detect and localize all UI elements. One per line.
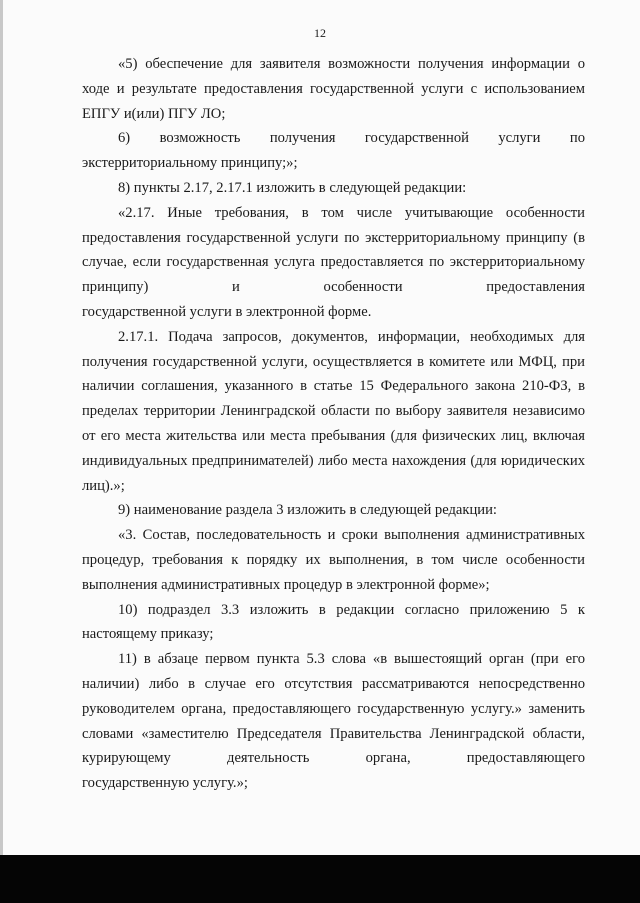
paragraph-clause-2-17-continuation: государственной услуги в электронной форме.	[82, 303, 372, 320]
page-left-edge	[0, 0, 3, 855]
paragraph-point-8: 8) пункты 2.17, 2.17.1 изложить в следующей редакции:	[118, 179, 467, 196]
paragraph-clause-2-17-1: 2.17.1. Подача запросов, документов, информации, необходимых для получения государственной услуги, осуществляется в комитете или МФЦ, при наличии соглашения, указанного в статье 15 Федерального закона 210-ФЗ, в пределах территории Ленинградской области по выбору заявителя независимо от его места жительства или места пребывания (для физических лиц, включая индивидуальных предпринимателей) либо места нахождения (для юридических лиц).»;	[82, 328, 585, 494]
paragraph-section-3-title: «3. Состав, последовательность и сроки выполнения административных процедур, требования к порядку их выполнения, в том числе особенности выполнения административных процедур в электронной форме»;	[82, 527, 585, 593]
paragraph-point-10: 10) подраздел 3.3 изложить в редакции согласно приложению 5 к настоящему приказу;	[82, 601, 585, 643]
page-number: 12	[314, 26, 326, 40]
paragraph-point-11: 11) в абзаце первом пункта 5.3 слова «в вышестоящий орган (при его наличии) либо в случае его отсутствия рассматриваются непосредственно руководителем органа, предоставляющего государственную услугу.» заменить словами «заместителю Председателя Правительства Ленинградской области, курирующему деятельность органа, предоставляющего	[82, 651, 585, 767]
paragraph-item-5: «5) обеспечение для заявителя возможности получения информации о ходе и результате предоставления государственной услуги с использованием ЕПГУ и(или) ПГУ ЛО;	[82, 56, 585, 122]
paragraph-clause-2-17: «2.17. Иные требования, в том числе учитывающие особенности предоставления государственной услуги по экстерриториальному принципу (в случае, если государственная услуга предоставляется по экстерриториальному принципу) и особенности предоставления	[82, 204, 585, 296]
document-body	[82, 52, 585, 796]
paragraph-point-9: 9) наименование раздела 3 изложить в следующей редакции:	[118, 502, 497, 519]
scan-bottom-border	[0, 855, 640, 903]
paragraph-item-6: 6) возможность получения государственной услуги по	[118, 130, 585, 147]
paragraph-point-11-continuation: государственную услугу.»;	[82, 775, 248, 792]
paragraph-item-6-continuation: экстерриториальному принципу;»;	[82, 155, 298, 172]
